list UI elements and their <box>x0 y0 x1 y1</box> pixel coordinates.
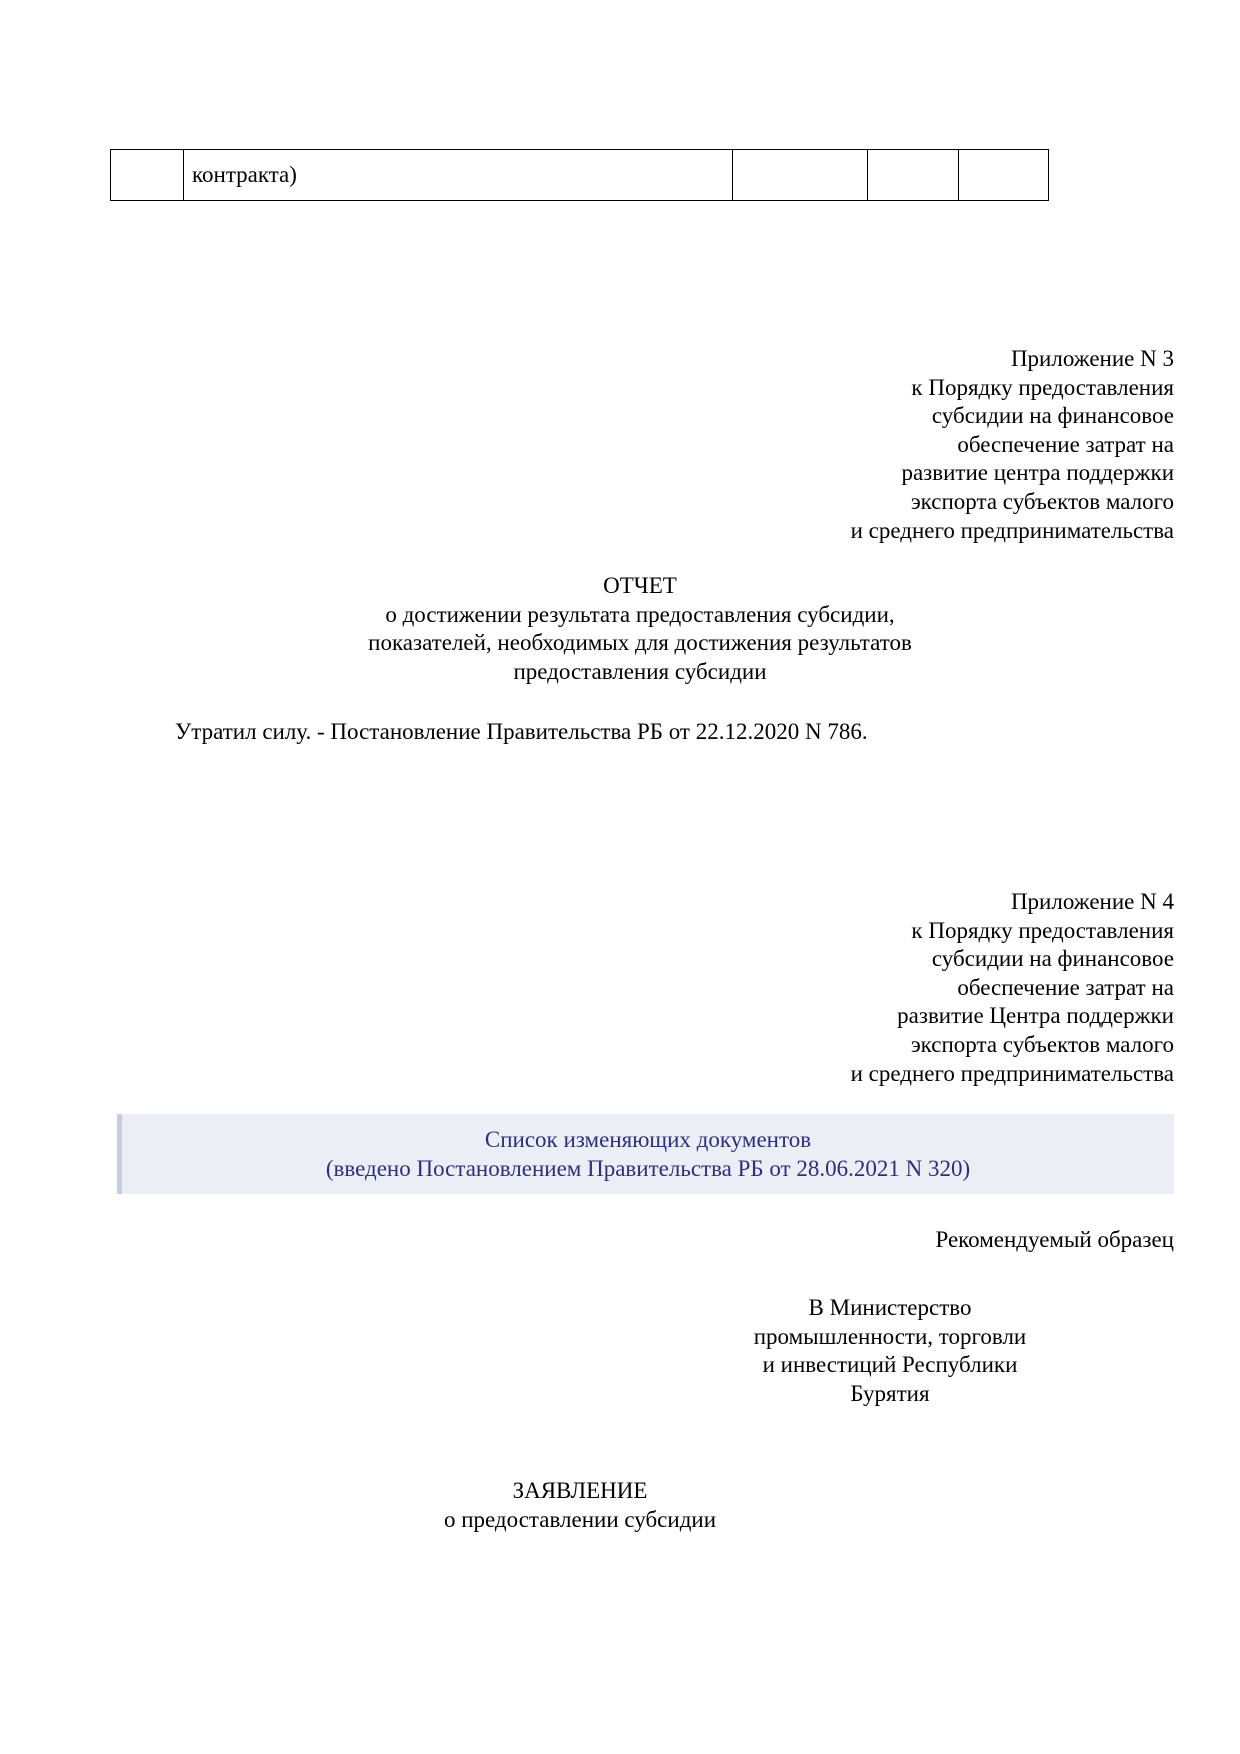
changes-list-box <box>117 1114 1174 1194</box>
table-cell-empty <box>959 150 1049 201</box>
report-heading <box>200 572 1080 686</box>
appendix-3-header <box>700 345 1174 545</box>
report-subtitle-line: показателей, необходимых для достижения результатов <box>368 630 912 656</box>
table-cell-empty <box>868 150 959 201</box>
appendix-4-header <box>700 888 1174 1088</box>
addressee-line: Бурятия <box>850 1380 930 1406</box>
appendix-4-line: развитие Центра поддержки <box>897 1003 1174 1029</box>
table-cell-empty <box>733 150 868 201</box>
addressee-block <box>700 1294 1080 1408</box>
appendix-3-line: субсидии на финансовое <box>931 403 1174 429</box>
changes-list-entry[interactable]: (введено Постановлением Правительства РБ от 28.06.2021 N 320) <box>325 1155 971 1181</box>
changes-list-title: Список изменяющих документов <box>484 1127 812 1152</box>
appendix-3-line: обеспечение затрат на <box>957 431 1174 457</box>
addressee-line: В Министерство <box>808 1295 972 1320</box>
appendix-4-line: обеспечение затрат на <box>957 974 1174 1000</box>
appendix-4-line: Приложение N 4 <box>1010 889 1174 914</box>
appendix-3-line: развитие центра поддержки <box>901 460 1174 486</box>
appendix-3-line: к Порядку предоставления <box>911 374 1174 400</box>
table-cell-text: контракта) <box>184 150 733 201</box>
statement-heading <box>280 1477 880 1534</box>
report-subtitle-line: предоставления субсидии <box>513 658 767 684</box>
appendix-3-line: экспорта субъектов малого <box>910 488 1174 514</box>
report-title: ОТЧЕТ <box>603 573 677 598</box>
table-row <box>111 150 1049 201</box>
addressee-line: промышленности, торговли <box>753 1323 1027 1349</box>
appendix-3-line: и среднего предпринимательства <box>850 517 1174 543</box>
addressee-line: и инвестиций Республики <box>762 1352 1018 1378</box>
table-fragment <box>110 149 1049 201</box>
appendix-4-line: к Порядку предоставления <box>911 917 1174 943</box>
table-cell-number <box>111 150 184 201</box>
appendix-4-line: и среднего предпринимательства <box>850 1060 1174 1086</box>
statement-title: ЗАЯВЛЕНИЕ <box>512 1478 648 1503</box>
appendix-4-line: субсидии на финансовое <box>931 946 1174 972</box>
statement-subtitle: о предоставлении субсидии <box>443 1506 717 1532</box>
appendix-3-line: Приложение N 3 <box>1010 346 1174 371</box>
report-subtitle-line: о достижении результата предоставления субсидии, <box>385 601 895 627</box>
repealed-note: Утратил силу. - Постановление Правительства РБ от 22.12.2020 N 786. <box>175 719 868 744</box>
appendix-4-line: экспорта субъектов малого <box>910 1031 1174 1057</box>
recommended-sample-label: Рекомендуемый образец <box>935 1227 1174 1252</box>
